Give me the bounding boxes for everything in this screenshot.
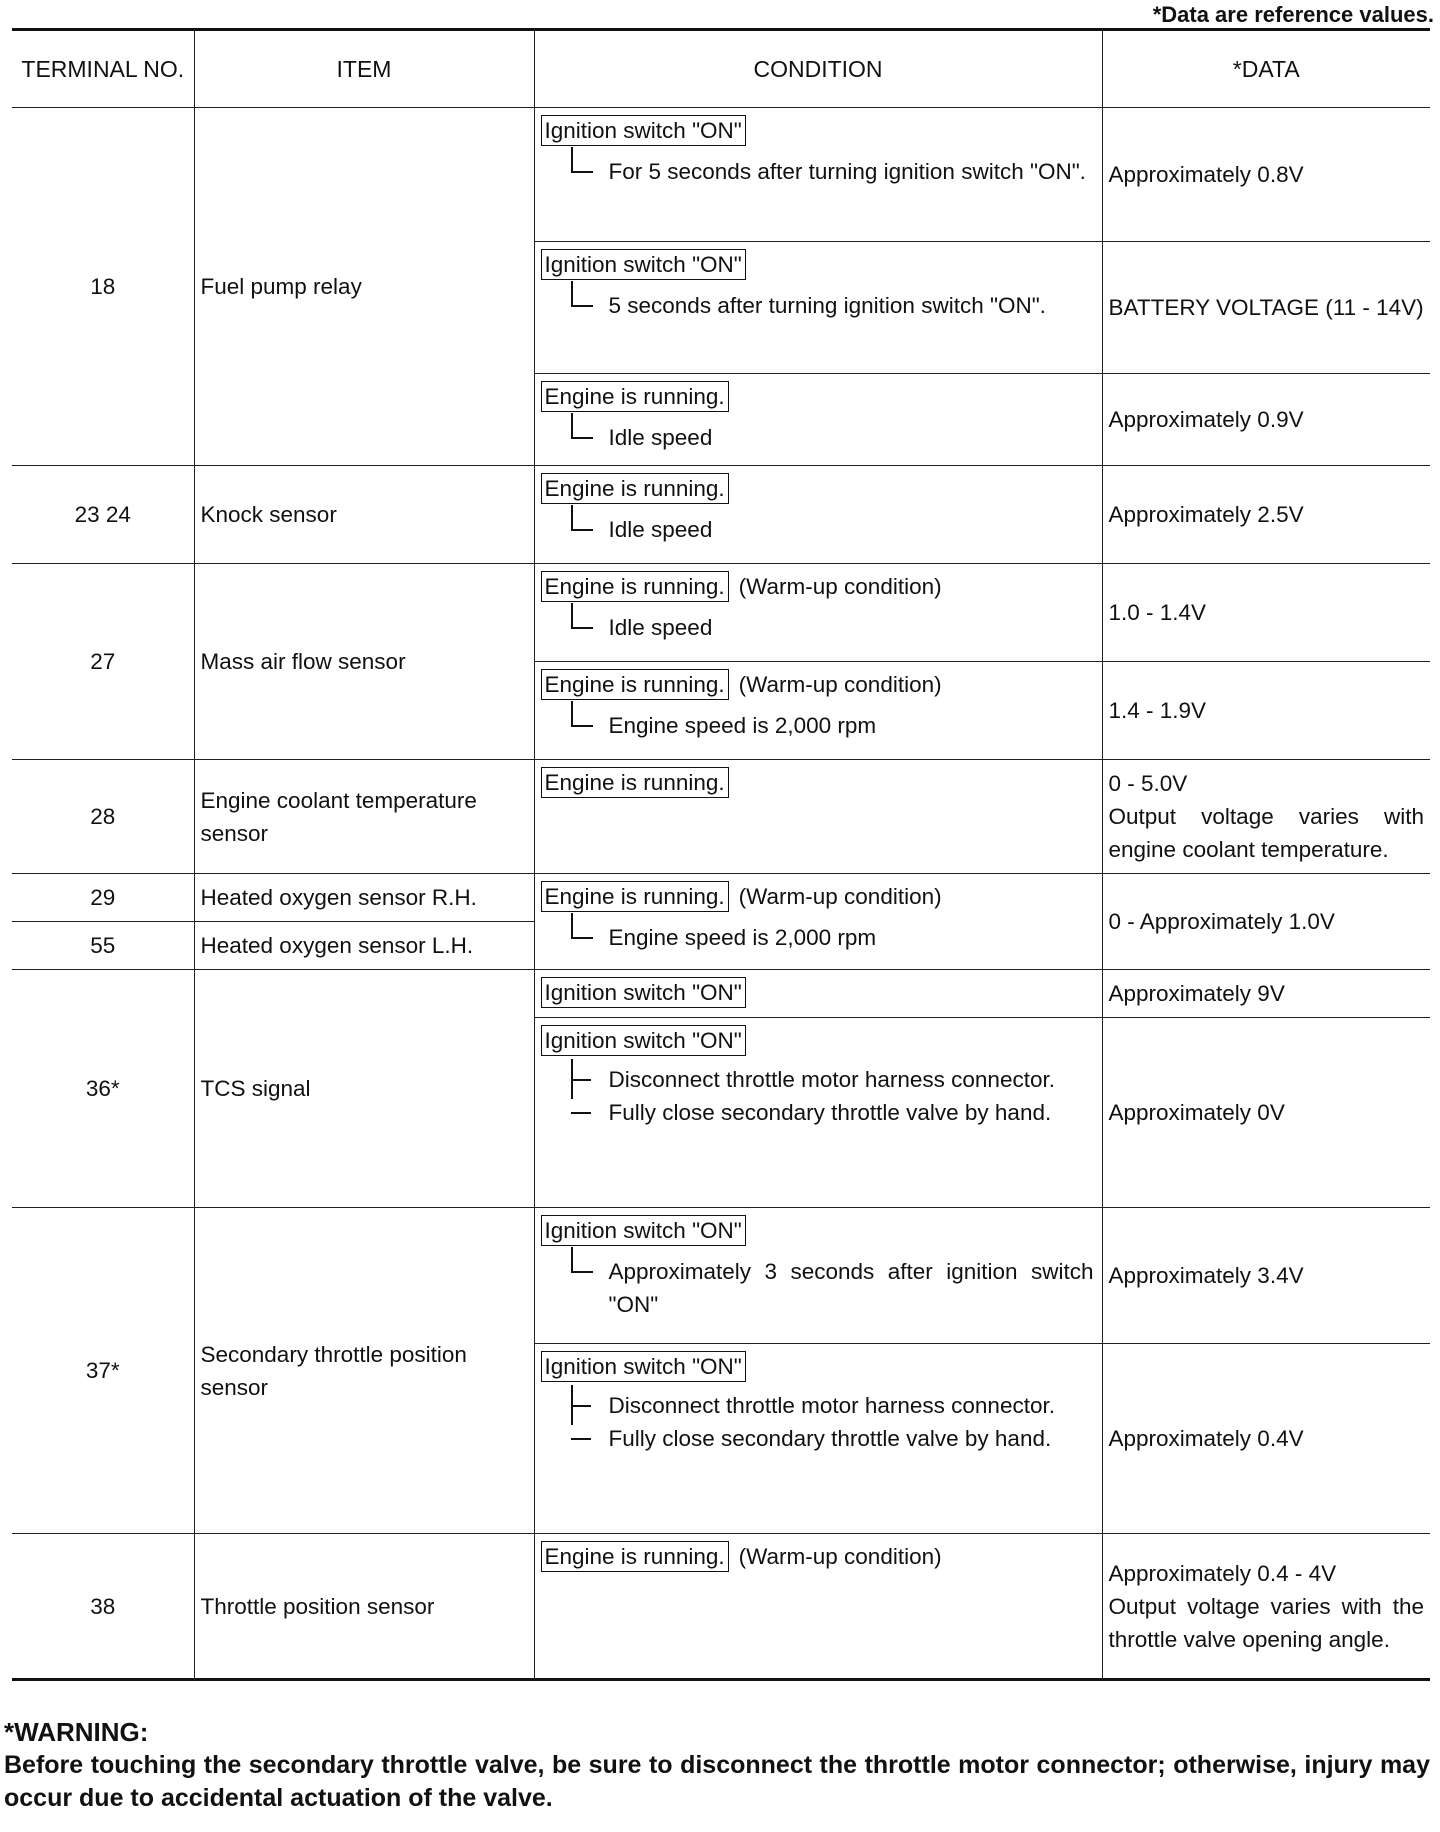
item-name: Mass air flow sensor [194, 564, 534, 760]
warning-block [4, 1716, 1430, 1815]
condition-cell [534, 374, 1102, 466]
data-value: Approximately 0V [1102, 1018, 1430, 1208]
condition-box: Ignition switch "ON" [541, 1215, 746, 1246]
condition-box: Ignition switch "ON" [541, 1351, 746, 1382]
sub-condition-group [571, 1063, 1094, 1129]
terminal-no: 27 [12, 564, 194, 760]
data-range: Approximately 0.4 - 4V [1108, 1560, 1337, 1586]
condition-cell [534, 1344, 1102, 1534]
header-condition: CONDITION [534, 30, 1102, 108]
data-value: Approximately 9V [1102, 970, 1430, 1018]
condition-box: Ignition switch "ON" [541, 249, 746, 280]
table-header-row [12, 30, 1430, 108]
condition-note: (Warm-up condition) [738, 672, 942, 697]
condition-box: Engine is running. [541, 881, 729, 912]
condition-box: Ignition switch "ON" [541, 115, 746, 146]
condition-cell [534, 970, 1102, 1018]
item-name: Knock sensor [194, 466, 534, 564]
condition-box: Ignition switch "ON" [541, 977, 746, 1008]
table-row [12, 466, 1430, 564]
data-range: 0 - 5.0V [1108, 771, 1188, 796]
terminal-data-table [12, 28, 1430, 1681]
header-item: ITEM [194, 30, 534, 108]
data-value: Approximately 0.8V [1102, 108, 1430, 242]
sub-condition: Engine speed is 2,000 rpm [571, 921, 1094, 954]
condition-box: Ignition switch "ON" [541, 1025, 746, 1056]
data-value: Approximately 0.4V [1102, 1344, 1430, 1534]
sub-condition: Idle speed [571, 421, 1094, 454]
data-value: Approximately 2.5V [1102, 466, 1430, 564]
item-name: Secondary throttle position sensor [194, 1208, 534, 1534]
condition-box: Engine is running. [541, 767, 729, 798]
item-name: Heated oxygen sensor L.H. [194, 922, 534, 970]
terminal-no: 38 [12, 1534, 194, 1680]
data-value [1102, 1534, 1430, 1680]
table-row [12, 970, 1430, 1018]
condition-cell [534, 1534, 1102, 1680]
condition-cell [534, 662, 1102, 760]
header-data: *DATA [1102, 30, 1430, 108]
condition-cell [534, 1018, 1102, 1208]
table-row [12, 1208, 1430, 1344]
condition-cell [534, 874, 1102, 970]
condition-note: (Warm-up condition) [738, 1544, 942, 1569]
terminal-no: 37* [12, 1208, 194, 1534]
data-description: Output voltage varies with engine coolant temperature. [1108, 804, 1424, 862]
sub-condition: 5 seconds after turning ignition switch "ON". [571, 289, 1094, 322]
sub-condition: Fully close secondary throttle valve by hand. [571, 1096, 1094, 1129]
data-description: Output voltage varies with the throttle valve opening angle. [1108, 1593, 1424, 1652]
table-row [12, 874, 1430, 922]
sub-condition: Idle speed [571, 611, 1094, 644]
condition-note: (Warm-up condition) [738, 884, 942, 909]
sub-condition-group [571, 1389, 1094, 1455]
table-row [12, 1534, 1430, 1680]
condition-cell [534, 108, 1102, 242]
condition-note: (Warm-up condition) [738, 574, 942, 599]
item-name: Engine coolant temperature sensor [194, 760, 534, 874]
condition-box: Engine is running. [541, 381, 729, 412]
sub-condition: Idle speed [571, 513, 1094, 546]
condition-box: Engine is running. [541, 669, 729, 700]
sub-condition: Approximately 3 seconds after ignition switch "ON" [571, 1255, 1094, 1321]
sub-condition: Disconnect throttle motor harness connector. [571, 1063, 1094, 1096]
data-value [1102, 760, 1430, 874]
terminal-no: 23 24 [12, 466, 194, 564]
table-row [12, 760, 1430, 874]
item-name: Heated oxygen sensor R.H. [194, 874, 534, 922]
data-value: 1.4 - 1.9V [1102, 662, 1430, 760]
condition-box: Engine is running. [541, 473, 729, 504]
sub-condition: For 5 seconds after turning ignition switch "ON". [571, 155, 1094, 188]
header-terminal: TERMINAL NO. [12, 30, 194, 108]
condition-cell [534, 564, 1102, 662]
condition-cell [534, 1208, 1102, 1344]
terminal-no: 36* [12, 970, 194, 1208]
data-value: 0 - Approximately 1.0V [1102, 874, 1430, 970]
terminal-no: 55 [12, 922, 194, 970]
data-value: Approximately 3.4V [1102, 1208, 1430, 1344]
table-row [12, 564, 1430, 662]
sub-condition: Engine speed is 2,000 rpm [571, 709, 1094, 742]
condition-box: Engine is running. [541, 571, 729, 602]
table-row [12, 108, 1430, 242]
terminal-no: 18 [12, 108, 194, 466]
item-name: TCS signal [194, 970, 534, 1208]
condition-cell [534, 242, 1102, 374]
sub-condition: Fully close secondary throttle valve by hand. [571, 1422, 1094, 1455]
condition-box: Engine is running. [541, 1541, 729, 1572]
reference-note: *Data are reference values. [1152, 2, 1434, 27]
data-value: Approximately 0.9V [1102, 374, 1430, 466]
condition-cell [534, 466, 1102, 564]
item-name: Fuel pump relay [194, 108, 534, 466]
terminal-no: 28 [12, 760, 194, 874]
data-value: BATTERY VOLTAGE (11 - 14V) [1102, 242, 1430, 374]
warning-title: *WARNING: [4, 1717, 149, 1747]
terminal-no: 29 [12, 874, 194, 922]
sub-condition: Disconnect throttle motor harness connector. [571, 1389, 1094, 1422]
warning-text: Before touching the secondary throttle valve, be sure to disconnect the throttle motor connector; otherwise, injury may occur due to accidental actuation of the valve. [4, 1751, 1430, 1812]
data-value: 1.0 - 1.4V [1102, 564, 1430, 662]
item-name: Throttle position sensor [194, 1534, 534, 1680]
condition-cell [534, 760, 1102, 874]
